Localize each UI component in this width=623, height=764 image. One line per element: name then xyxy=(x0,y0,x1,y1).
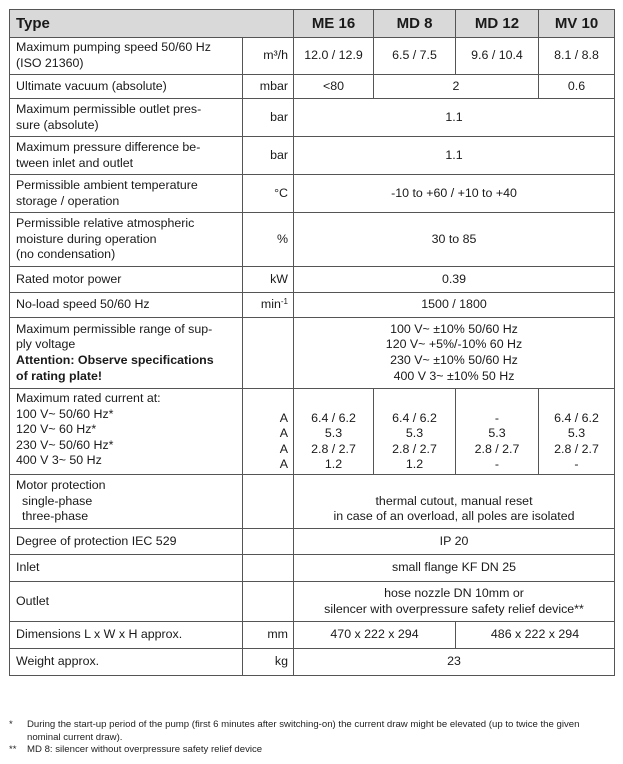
footnote-mark: * xyxy=(9,719,13,730)
unit-cell: bar xyxy=(243,99,294,137)
row-rated-current xyxy=(10,389,615,475)
attention-note: of rating plate! xyxy=(16,368,103,383)
row-motor-protection xyxy=(10,475,615,529)
unit-cell: mm xyxy=(243,622,294,649)
footnote-mark: ** xyxy=(9,744,17,755)
value-cell: 6.4 / 6.2 5.3 2.8 / 2.7 1.2 xyxy=(374,389,456,475)
param-label: Ultimate vacuum (absolute) xyxy=(10,75,243,99)
value-cell: 6.4 / 6.2 5.3 2.8 / 2.7 1.2 xyxy=(294,389,374,475)
param-label: No-load speed 50/60 Hz xyxy=(10,293,243,318)
unit-cell: bar xyxy=(243,137,294,175)
value-cell: 30 to 85 xyxy=(294,213,615,267)
value-cell: 486 x 222 x 294 xyxy=(456,622,615,649)
value-cell: 8.1 / 8.8 xyxy=(539,38,615,75)
unit-cell: mbar xyxy=(243,75,294,99)
row-motor-power xyxy=(10,267,615,293)
unit-cell: m³/h xyxy=(243,38,294,75)
unit-cell: °C xyxy=(243,175,294,213)
value-cell: 23 xyxy=(294,649,615,676)
footnote xyxy=(9,719,614,744)
unit-cell: kg xyxy=(243,649,294,676)
row-dimensions xyxy=(10,622,615,649)
row-protection-degree xyxy=(10,529,615,555)
row-pumping-speed xyxy=(10,38,615,75)
value-cell: 1.1 xyxy=(294,137,615,175)
value-cell: - 5.3 2.8 / 2.7 - xyxy=(456,389,539,475)
type-header: Type xyxy=(10,10,294,38)
value-cell: hose nozzle DN 10mm or silencer with overpressure safety relief device** xyxy=(294,582,615,622)
param-label: Maximum pumping speed 50/60 Hz (ISO 21360) xyxy=(10,38,243,75)
value-cell: 12.0 / 12.9 xyxy=(294,38,374,75)
model-header-mv10: MV 10 xyxy=(539,10,615,38)
attention-note: Attention: Observe specifications xyxy=(16,353,214,367)
param-label: Permissible ambient temperature storage / operation xyxy=(10,175,243,213)
header-row xyxy=(10,10,615,38)
row-ambient-temperature xyxy=(10,175,615,213)
row-outlet xyxy=(10,582,615,622)
param-label: Inlet xyxy=(10,555,243,582)
param-label: Weight approx. xyxy=(10,649,243,676)
footnote-text: MD 8: silencer without overpressure safety relief device xyxy=(27,744,263,755)
param-label: Degree of protection IEC 529 xyxy=(10,529,243,555)
value-cell: <80 xyxy=(294,75,374,99)
value-cell: 9.6 / 10.4 xyxy=(456,38,539,75)
value-cell: 6.5 / 7.5 xyxy=(374,38,456,75)
row-inlet xyxy=(10,555,615,582)
model-header-md8: MD 8 xyxy=(374,10,456,38)
row-humidity xyxy=(10,213,615,267)
value-cell: 2 xyxy=(374,75,539,99)
row-pressure-difference xyxy=(10,137,615,175)
unit-cell xyxy=(243,529,294,555)
value-cell: 0.6 xyxy=(539,75,615,99)
param-label: Dimensions L x W x H approx. xyxy=(10,622,243,649)
value-cell: 1500 / 1800 xyxy=(294,293,615,318)
param-label: Maximum rated current at: 100 V~ 50/60 Hz* 120 V~ 60 Hz* 230 V~ 50/60 Hz* 400 V 3~ 50 Hz xyxy=(10,389,243,475)
unit-cell: A A A A xyxy=(243,389,294,475)
param-label: Maximum permissible range of sup- ply voltage Attention: Observe specifications of rating plate! xyxy=(10,318,243,389)
value-cell: thermal cutout, manual reset in case of an overload, all poles are isolated xyxy=(294,475,615,529)
value-cell: IP 20 xyxy=(294,529,615,555)
unit-cell: % xyxy=(243,213,294,267)
param-label: Permissible relative atmospheric moisture during operation (no condensation) xyxy=(10,213,243,267)
footnote xyxy=(9,744,614,757)
unit-cell xyxy=(243,475,294,529)
unit-cell: kW xyxy=(243,267,294,293)
value-cell: 0.39 xyxy=(294,267,615,293)
param-label: Outlet xyxy=(10,582,243,622)
value-cell: 470 x 222 x 294 xyxy=(294,622,456,649)
unit-cell xyxy=(243,318,294,389)
unit-cell xyxy=(243,555,294,582)
value-cell: -10 to +60 / +10 to +40 xyxy=(294,175,615,213)
unit-cell xyxy=(243,582,294,622)
model-header-me16: ME 16 xyxy=(294,10,374,38)
row-noload-speed xyxy=(10,293,615,318)
row-weight xyxy=(10,649,615,676)
row-ultimate-vacuum xyxy=(10,75,615,99)
value-cell: 100 V~ ±10% 50/60 Hz 120 V~ +5%/-10% 60 Hz 230 V~ ±10% 50/60 Hz 400 V 3~ ±10% 50 Hz xyxy=(294,318,615,389)
row-outlet-pressure xyxy=(10,99,615,137)
param-label: Motor protection single-phase three-phase xyxy=(10,475,243,529)
param-label: Maximum permissible outlet pres- sure (absolute) xyxy=(10,99,243,137)
unit-cell: $\min^{-1}$ xyxy=(243,293,294,318)
model-header-md12: MD 12 xyxy=(456,10,539,38)
value-cell: 1.1 xyxy=(294,99,615,137)
footnote-text: During the start-up period of the pump (first 6 minutes after switching-on) the current draw might be elevated (up to twice the given nominal current draw). xyxy=(27,719,580,743)
row-voltage-range xyxy=(10,318,615,389)
param-label: Maximum pressure difference be- tween inlet and outlet xyxy=(10,137,243,175)
value-cell: 6.4 / 6.2 5.3 2.8 / 2.7 - xyxy=(539,389,615,475)
value-cell: small flange KF DN 25 xyxy=(294,555,615,582)
footnotes xyxy=(9,719,614,757)
spec-table xyxy=(9,9,615,676)
param-label: Rated motor power xyxy=(10,267,243,293)
